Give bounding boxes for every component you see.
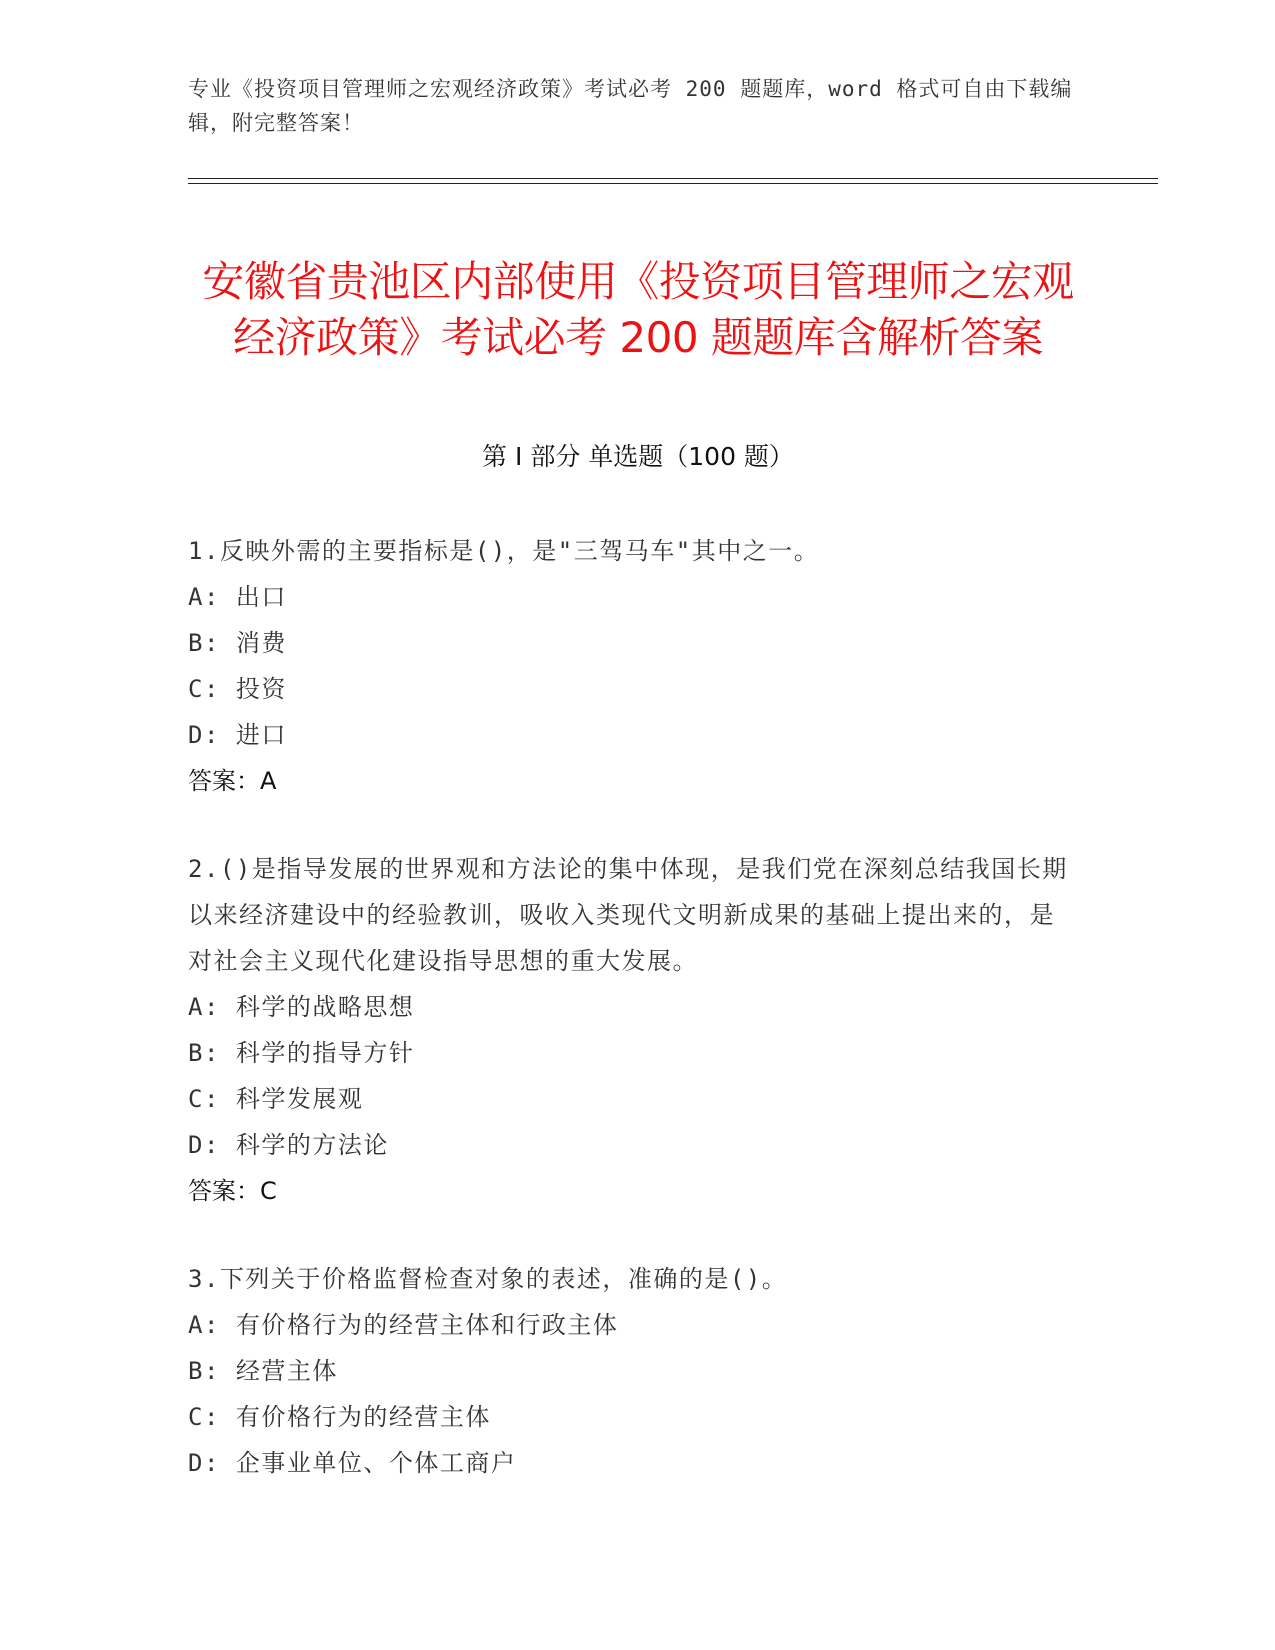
question-list: [188, 528, 1068, 1528]
option-c: C: 科学发展观: [188, 1085, 364, 1113]
option-b: B: 消费: [188, 629, 287, 657]
option-a: A: 有价格行为的经营主体和行政主体: [188, 1311, 619, 1339]
option-a: A: 出口: [188, 583, 287, 611]
question-2: [188, 846, 1068, 1214]
header-note: 专业《投资项目管理师之宏观经济政策》考试必考 200 题题库，word 格式可自由下载编辑，附完整答案！: [188, 77, 1073, 135]
question-3: [188, 1256, 1068, 1486]
question-text: 1.反映外需的主要指标是()，是"三驾马车"其中之一。: [188, 537, 820, 565]
question-1: [188, 528, 1068, 804]
question-text: 2.()是指导发展的世界观和方法论的集中体现，是我们党在深刻总结我国长期以来经济建设中的经验教训，吸收入类现代文明新成果的基础上提出来的，是对社会主义现代化建设指导思想的重大发展。: [188, 855, 1068, 975]
option-a: A: 科学的战略思想: [188, 993, 415, 1021]
option-d: D: 进口: [188, 721, 287, 749]
option-b: B: 科学的指导方针: [188, 1039, 415, 1067]
option-d: D: 科学的方法论: [188, 1131, 389, 1159]
answer: 答案：A: [188, 767, 277, 795]
option-d: D: 企事业单位、个体工商户: [188, 1449, 517, 1477]
option-c: C: 有价格行为的经营主体: [188, 1403, 491, 1431]
header-divider-top: [188, 178, 1158, 179]
header-divider-bottom: [188, 183, 1158, 184]
question-text: 3.下列关于价格监督检查对象的表述，准确的是()。: [188, 1265, 788, 1293]
answer: 答案：C: [188, 1177, 277, 1205]
document-title: 安徽省贵池区内部使用《投资项目管理师之宏观经济政策》考试必考 200 题题库含解析答案: [202, 257, 1074, 363]
option-b: B: 经营主体: [188, 1357, 338, 1385]
option-c: C: 投资: [188, 675, 287, 703]
section-title: 第 I 部分 单选题（100 题）: [482, 442, 794, 471]
